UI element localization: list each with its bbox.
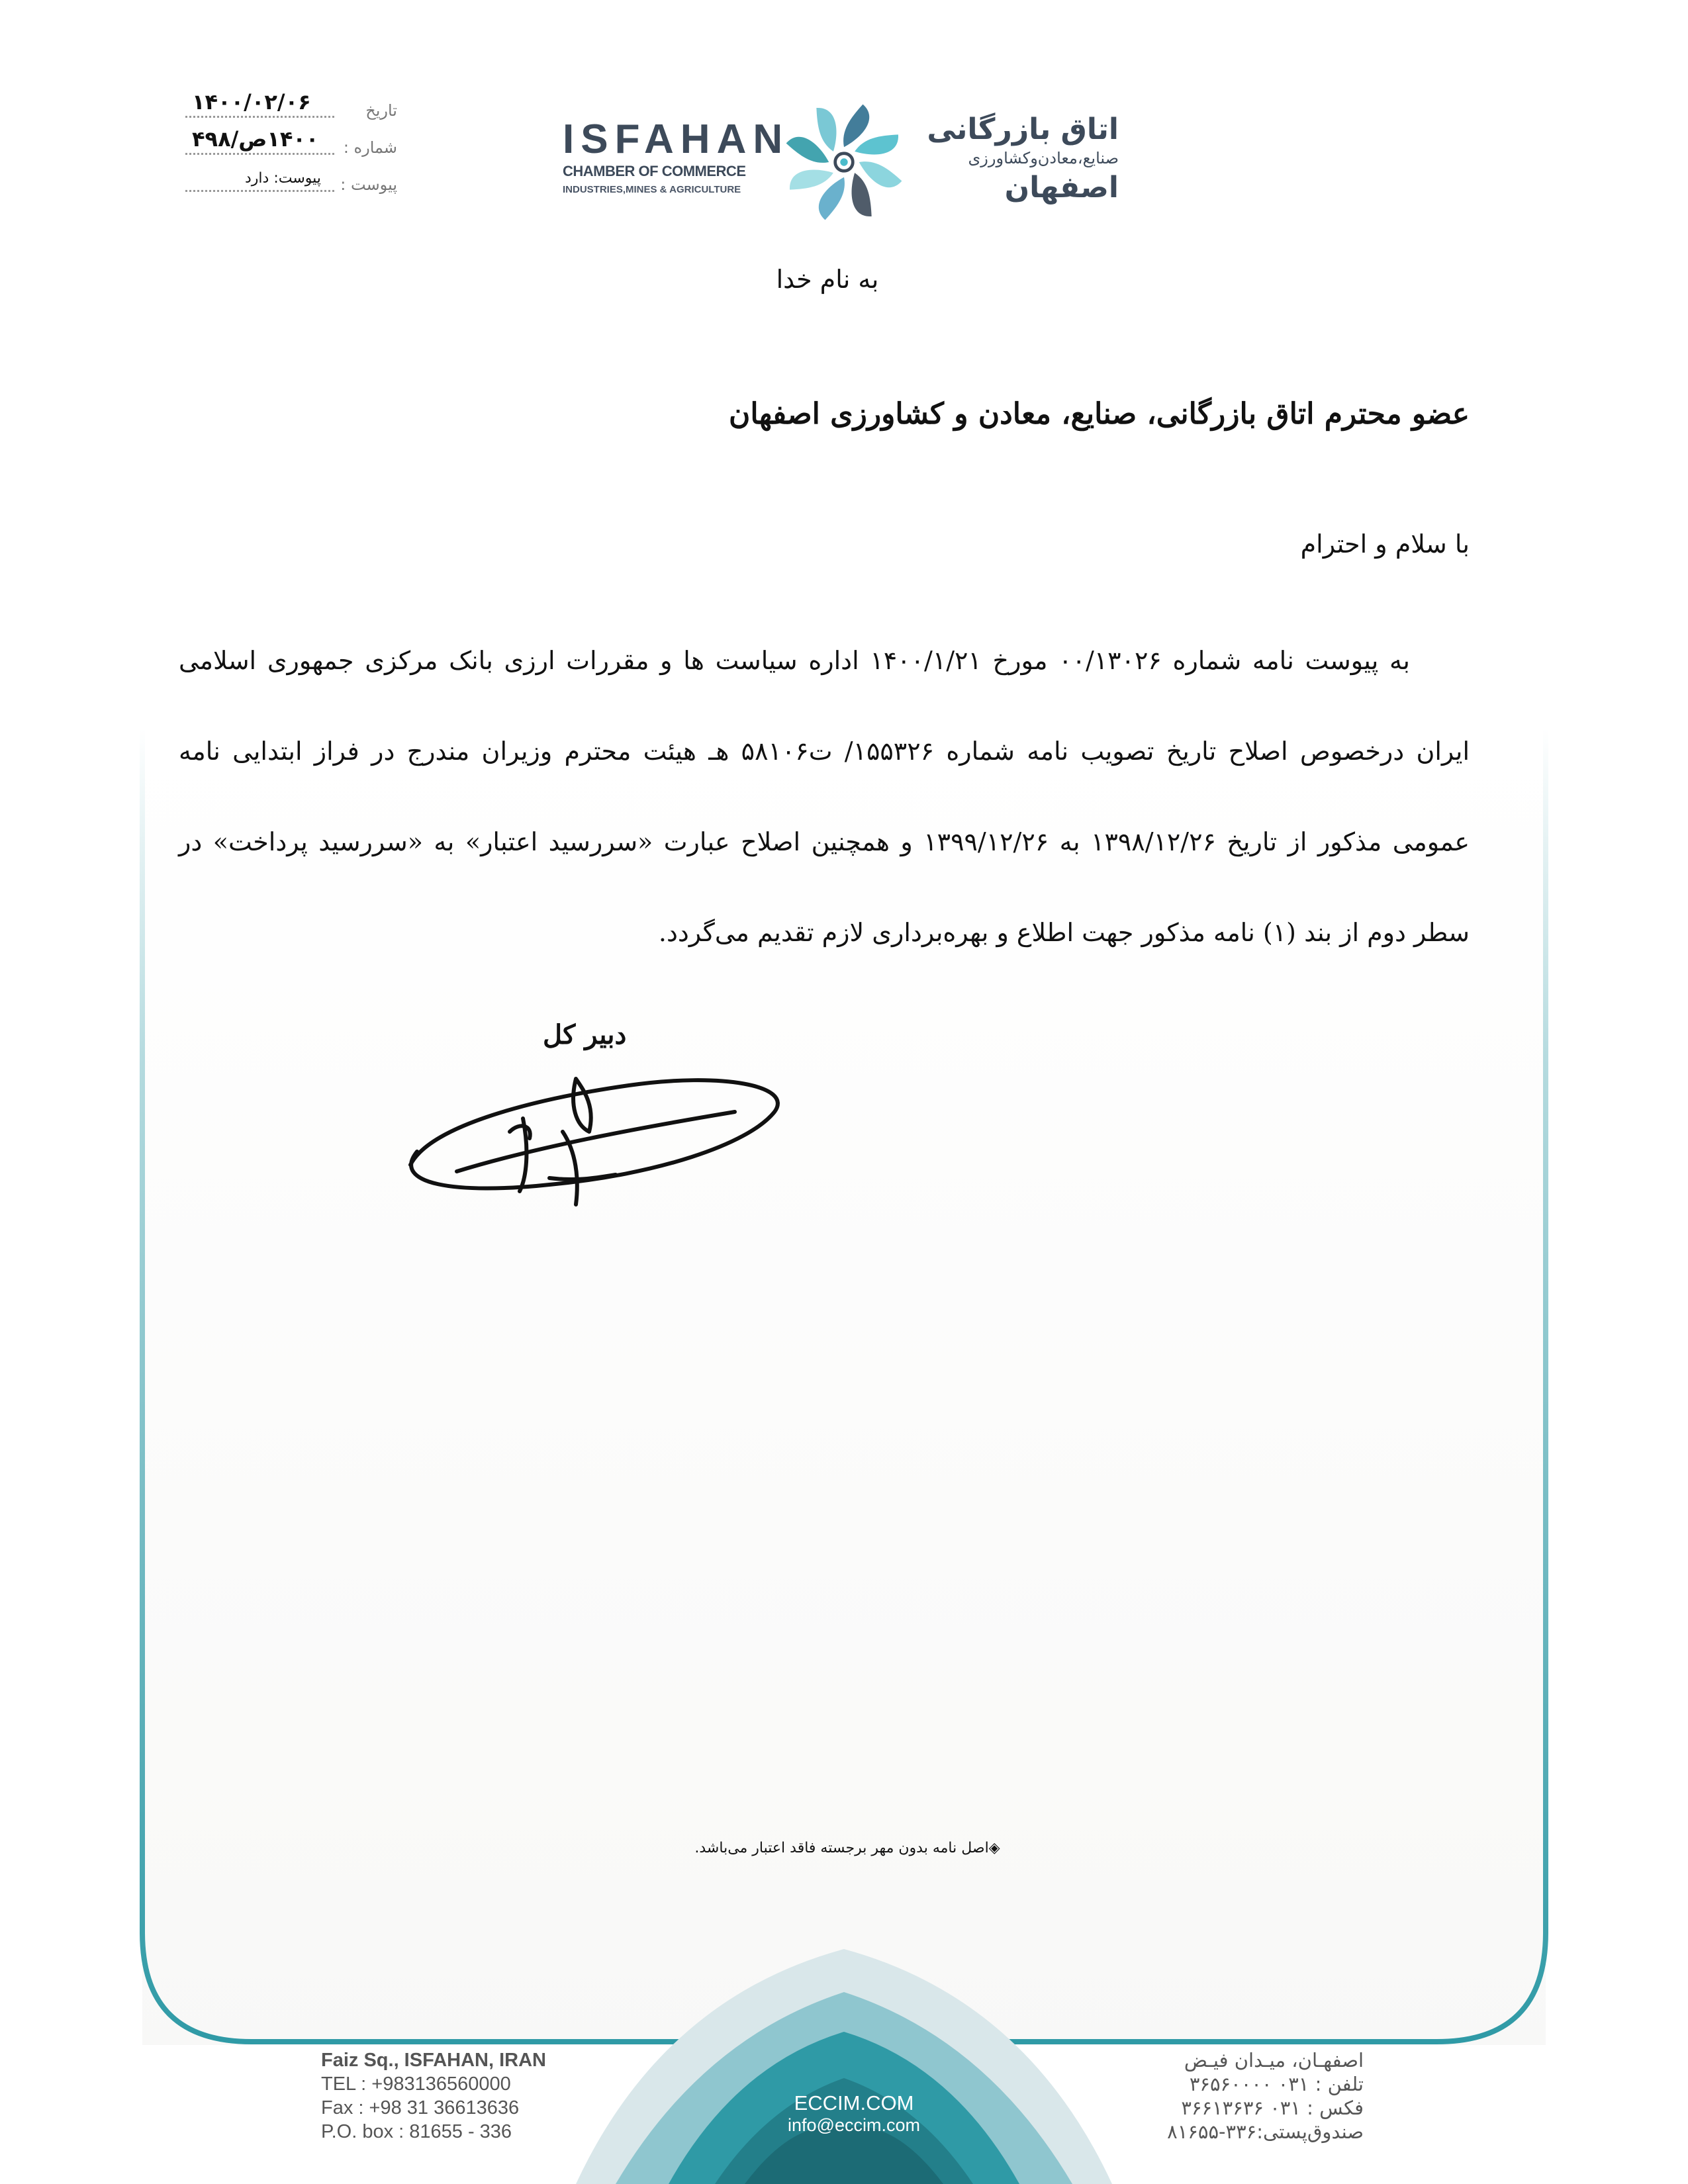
greeting: با سلام و احترام <box>1300 529 1470 559</box>
attachment-dots <box>185 190 334 192</box>
footer-pobox-fa: صندوق‌پستی:۳۳۶-۸۱۶۵۵ <box>1167 2120 1364 2143</box>
chamber-logo <box>563 99 1132 232</box>
date-label: تاریخ <box>365 101 397 120</box>
letter-body: به پیوست نامه شماره ۰۰/۱۳۰۲۶ مورخ ۱۴۰۰/۱/۲۱ اداره سیاست ها و مقررات ارزی بانک مرکزی جمهوری اسلامی ایران درخصوص اصلاح تاریخ تصویب نامه شماره ۱۵۵۳۲۶/ ت۵۸۱۰۶ هـ هیئت محترم وزیران مندرج در فراز ابتدایی نامه عمومی مذکور از تاریخ ۱۳۹۸/۱۲/۲۶ به ۱۳۹۹/۱۲/۲۶ و همچنین اصلاح عبارت «سررسید اعتبار» به «سررسید پرداخت» در سطر دوم از بند (۱) نامه مذکور جهت اطلاع و بهره‌برداری لازم تقدیم می‌گردد. <box>179 646 1470 947</box>
footer-website-link[interactable]: ECCIM.COM <box>794 2091 914 2115</box>
footer-pobox-en: P.O. box : 81655 - 336 <box>321 2121 512 2142</box>
attachment-value: پیوست: دارد <box>245 170 321 187</box>
footer-address-fa: اصفهـان، میـدان فیـض <box>1184 2049 1364 2071</box>
number-row <box>179 126 397 163</box>
footer-address-en: Faiz Sq., ISFAHAN, IRAN <box>321 2050 546 2071</box>
attachment-label: پیوست : <box>340 175 397 194</box>
footer-tel-fa: تلفن : ۰۳۱ ۳۶۵۶۰۰۰۰ <box>1189 2073 1364 2095</box>
footer-fax-fa: فکس : ۰۳۱ ۳۶۶۱۳۶۳۶ <box>1181 2097 1364 2119</box>
footer-contact-persian <box>1099 2048 1364 2144</box>
footer-fax-en: Fax : +98 31 36613636 <box>321 2097 520 2118</box>
emblem-petal <box>786 137 829 163</box>
date-row <box>179 89 397 126</box>
emblem-petal <box>859 161 902 187</box>
logo-fa-line2: صنایع،معادن‌وکشاورزی <box>968 149 1119 167</box>
number-label: شماره : <box>343 138 397 157</box>
attachment-row <box>179 163 397 201</box>
date-value: ۱۴۰۰/۰۲/۰۶ <box>192 89 311 114</box>
recipient-heading: عضو محترم اتاق بازرگانی، صنایع، معادن و کشاورزی اصفهان <box>729 397 1470 431</box>
bismillah: به نام خدا <box>776 265 879 294</box>
signature-image <box>377 1052 788 1211</box>
logo-en-line3: INDUSTRIES,MINES & AGRICULTURE <box>563 184 741 195</box>
footer-email-link[interactable]: info@eccim.com <box>788 2115 920 2135</box>
number-value: ۱۴۰۰ص/۴۹۸ <box>192 126 319 152</box>
chamber-emblem-icon <box>781 99 907 225</box>
logo-fa-line3: اصفهان <box>1004 171 1119 205</box>
footer-tel-en: TEL : +983136560000 <box>321 2073 511 2095</box>
logo-english-text <box>563 116 790 195</box>
letter-metadata <box>179 89 397 201</box>
footer-web <box>755 2091 953 2136</box>
number-dots <box>185 153 334 155</box>
logo-en-line1: ISFAHAN <box>563 116 790 162</box>
logo-fa-line1: اتاق بازرگانی <box>927 113 1119 146</box>
footer-contact-english <box>321 2048 546 2144</box>
logo-persian-text <box>907 113 1119 206</box>
date-dots <box>185 116 334 118</box>
logo-en-line2: CHAMBER OF COMMERCE <box>563 163 746 179</box>
signatory-title: دبیر کل <box>543 1019 627 1050</box>
embossed-stamp-note: ◈اصل نامه بدون مهر برجسته فاقد اعتبار می‌باشد. <box>694 1840 1000 1856</box>
emblem-petal <box>819 177 845 220</box>
emblem-petal <box>843 105 869 148</box>
